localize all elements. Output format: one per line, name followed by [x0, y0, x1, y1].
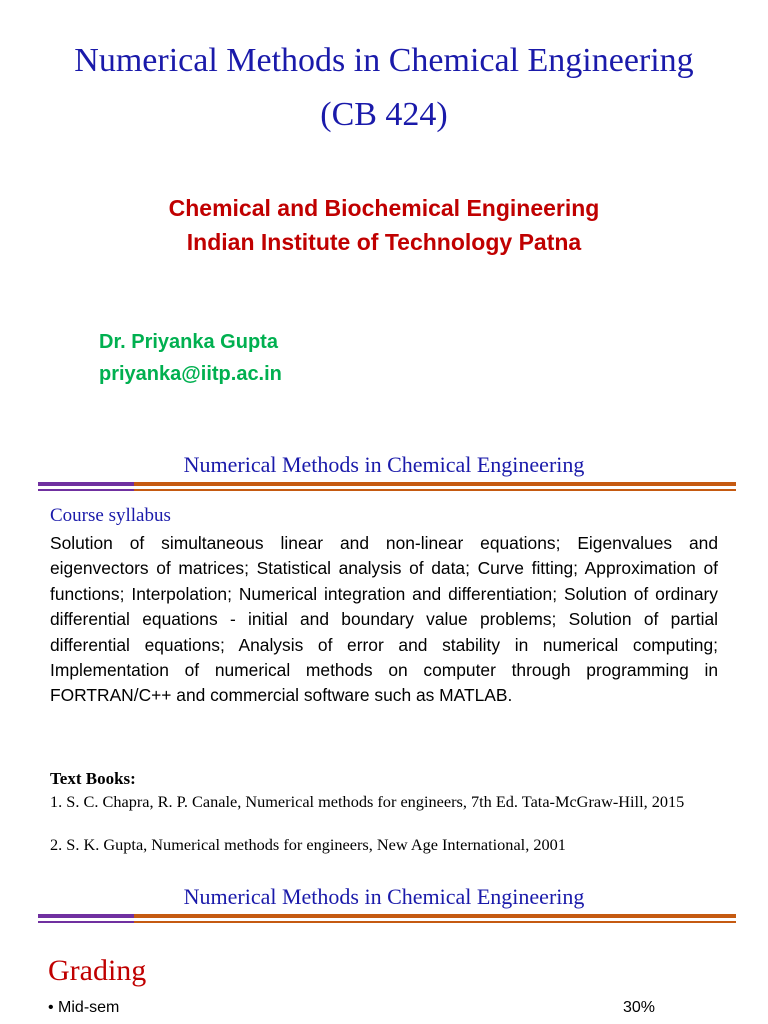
header-divider-purple-thin — [38, 489, 134, 491]
syllabus-text: Solution of simultaneous linear and non-linear equations; Eigenvalues and eigenvectors of matrices; Statistical analysis of data; Curve fitting; Approximation of functions; Interpolation; Numerical integration and differentiation; Solution of ordinary differential equations - initial and boundary value problems; Solution of partial differential equations; Analysis of error and stability in numerical computing; Implementation of numerical methods on computer through programming in FORTRAN/C++ and commercial software such as MATLAB. — [50, 533, 718, 706]
slide3-header: Numerical Methods in Chemical Engineering — [183, 884, 585, 909]
department-name: Chemical and Biochemical Engineering — [168, 195, 600, 221]
course-title-line1: Numerical Methods in Chemical Engineering — [74, 42, 694, 79]
bullet-icon: • — [48, 999, 59, 1016]
header-divider-purple — [38, 482, 134, 486]
header-divider-orange-thin — [134, 921, 736, 923]
author-name: Dr. Priyanka Gupta — [99, 331, 278, 353]
header-divider-purple-thin — [38, 921, 134, 923]
textbook-item: 2. S. K. Gupta, Numerical methods for engineers, New Age International, 2001 — [50, 835, 566, 854]
institute-name: Indian Institute of Technology Patna — [186, 229, 582, 255]
header-divider-purple — [38, 914, 134, 918]
grading-title: Grading — [48, 954, 147, 987]
course-code: (CB 424) — [320, 96, 448, 133]
slide2-header: Numerical Methods in Chemical Engineering — [183, 452, 585, 477]
grading-item-label: Mid-sem — [58, 999, 120, 1016]
header-divider-orange-thin — [134, 489, 736, 491]
header-divider-orange — [134, 482, 736, 486]
textbooks-heading: Text Books: — [50, 769, 136, 788]
grading-item-percent: 30% — [623, 999, 656, 1016]
grading-item — [48, 999, 688, 1017]
header-divider-orange — [134, 914, 736, 918]
textbook-item: 1. S. C. Chapra, R. P. Canale, Numerical methods for engineers, 7th Ed. Tata-McGraw-Hill, 2015 — [50, 792, 685, 811]
author-email: priyanka@iitp.ac.in — [99, 363, 282, 385]
syllabus-label: Course syllabus — [50, 505, 171, 526]
